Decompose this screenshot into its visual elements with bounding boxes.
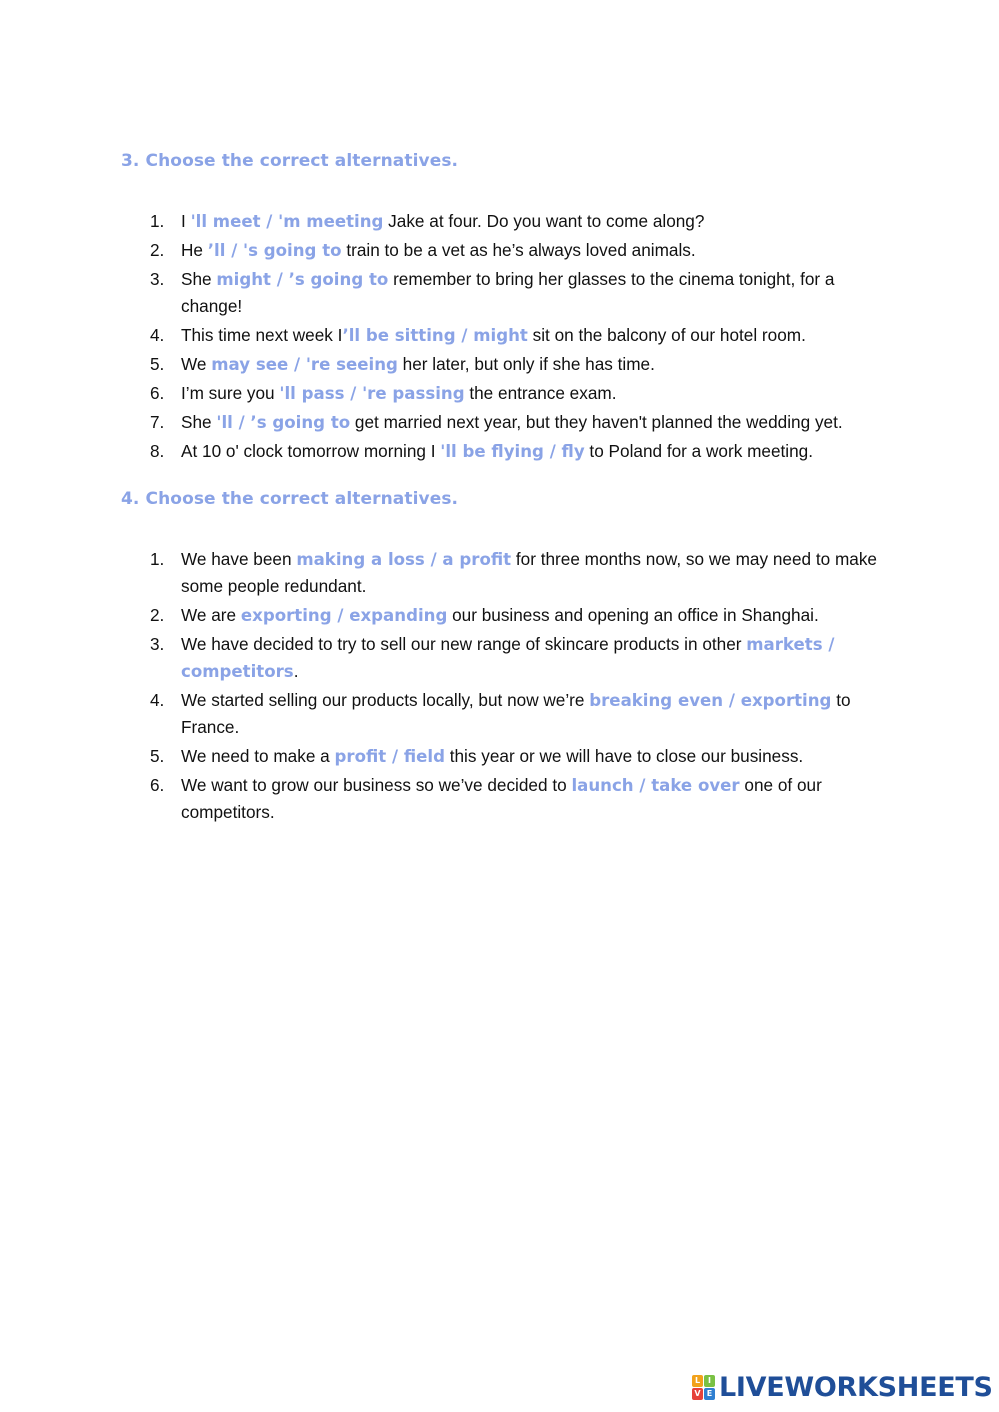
item-number: 5. bbox=[150, 354, 165, 374]
list-item bbox=[150, 409, 885, 436]
item-text-after: remember to bring her glasses to the cinema tonight, for a change! bbox=[181, 269, 835, 316]
list-item bbox=[150, 631, 885, 685]
item-text-before: We are bbox=[181, 605, 241, 625]
item-text-after: sit on the balcony of our hotel room. bbox=[527, 325, 806, 345]
section-4-list bbox=[150, 546, 885, 828]
item-text-before: We started selling our products locally, but now we’re bbox=[181, 690, 590, 710]
item-text-after: to Poland for a work meeting. bbox=[584, 441, 813, 461]
item-number: 6. bbox=[150, 775, 165, 795]
answer-choice[interactable]: ’ll be sitting / might bbox=[342, 326, 528, 345]
item-number: 7. bbox=[150, 412, 165, 432]
list-item bbox=[150, 546, 885, 600]
answer-choice[interactable]: ’ll / 's going to bbox=[207, 241, 342, 260]
list-item bbox=[150, 351, 885, 378]
item-text-after: her later, but only if she has time. bbox=[397, 354, 655, 374]
item-number: 5. bbox=[150, 746, 165, 766]
icon-letter: I bbox=[704, 1375, 715, 1387]
item-text-before: She bbox=[181, 412, 217, 432]
list-item bbox=[150, 380, 885, 407]
item-text-before: I’m sure you bbox=[181, 383, 280, 403]
answer-choice[interactable]: 'll / ’s going to bbox=[216, 413, 351, 432]
answer-choice[interactable]: breaking even / exporting bbox=[589, 691, 832, 710]
liveworksheets-icon bbox=[692, 1375, 716, 1401]
item-text-after: our business and opening an office in Shanghai. bbox=[447, 605, 819, 625]
item-number: 1. bbox=[150, 549, 165, 569]
item-text-before: He bbox=[181, 240, 208, 260]
answer-choice[interactable]: 'll meet / 'm meeting bbox=[190, 212, 384, 231]
item-text-after: . bbox=[293, 661, 299, 681]
item-text-before: I bbox=[181, 211, 191, 231]
item-text-before: This time next week I bbox=[181, 325, 343, 345]
item-number: 2. bbox=[150, 240, 165, 260]
section-3-list bbox=[150, 208, 885, 467]
item-text-after: to France. bbox=[181, 690, 851, 737]
list-item bbox=[150, 322, 885, 349]
answer-choice[interactable]: may see / 're seeing bbox=[211, 355, 398, 374]
item-number: 4. bbox=[150, 690, 165, 710]
item-text-before: We need to make a bbox=[181, 746, 335, 766]
answer-choice[interactable]: might / ’s going to bbox=[216, 270, 389, 289]
item-number: 8. bbox=[150, 441, 165, 461]
item-number: 3. bbox=[150, 634, 165, 654]
item-text-after: one of our competitors. bbox=[181, 775, 822, 822]
item-number: 4. bbox=[150, 325, 165, 345]
item-text-after: get married next year, but they haven't planned the wedding yet. bbox=[350, 412, 843, 432]
item-text-before: We bbox=[181, 354, 212, 374]
section-3-title: 3. Choose the correct alternatives. bbox=[121, 151, 459, 171]
list-item bbox=[150, 743, 885, 770]
list-item bbox=[150, 687, 885, 741]
list-item bbox=[150, 438, 885, 465]
section-4-title: 4. Choose the correct alternatives. bbox=[121, 489, 459, 509]
answer-choice[interactable]: profit / field bbox=[334, 747, 445, 766]
item-text-before: She bbox=[181, 269, 217, 289]
answer-choice[interactable]: 'll be flying / fly bbox=[440, 442, 585, 461]
answer-choice[interactable]: launch / take over bbox=[571, 776, 740, 795]
icon-letter: V bbox=[692, 1388, 703, 1400]
brand-name: LIVEWORKSHEETS bbox=[719, 1372, 993, 1403]
item-text-after: Jake at four. Do you want to come along? bbox=[383, 211, 705, 231]
list-item bbox=[150, 602, 885, 629]
item-text-before: At 10 o' clock tomorrow morning I bbox=[181, 441, 441, 461]
item-text-after: train to be a vet as he’s always loved animals. bbox=[341, 240, 696, 260]
item-number: 6. bbox=[150, 383, 165, 403]
list-item bbox=[150, 237, 885, 264]
list-item bbox=[150, 208, 885, 235]
item-number: 1. bbox=[150, 211, 165, 231]
answer-choice[interactable]: exporting / expanding bbox=[240, 606, 448, 625]
item-text-after: for three months now, so we may need to make some people redundant. bbox=[181, 549, 877, 596]
item-text-before: We want to grow our business so we’ve decided to bbox=[181, 775, 572, 795]
answer-choice[interactable]: making a loss / a profit bbox=[296, 550, 512, 569]
list-item bbox=[150, 266, 885, 320]
item-text-after: this year or we will have to close our business. bbox=[444, 746, 804, 766]
item-number: 2. bbox=[150, 605, 165, 625]
list-item bbox=[150, 772, 885, 826]
item-number: 3. bbox=[150, 269, 165, 289]
icon-letter: E bbox=[704, 1388, 715, 1400]
answer-choice[interactable]: 'll pass / 're passing bbox=[279, 384, 465, 403]
item-text-after: the entrance exam. bbox=[464, 383, 617, 403]
item-text-before: We have been bbox=[181, 549, 297, 569]
icon-letter: L bbox=[692, 1375, 703, 1387]
item-text-before: We have decided to try to sell our new range of skincare products in other bbox=[181, 634, 747, 654]
answer-choice[interactable]: markets / competitors bbox=[181, 635, 835, 681]
liveworksheets-logo bbox=[692, 1372, 993, 1403]
